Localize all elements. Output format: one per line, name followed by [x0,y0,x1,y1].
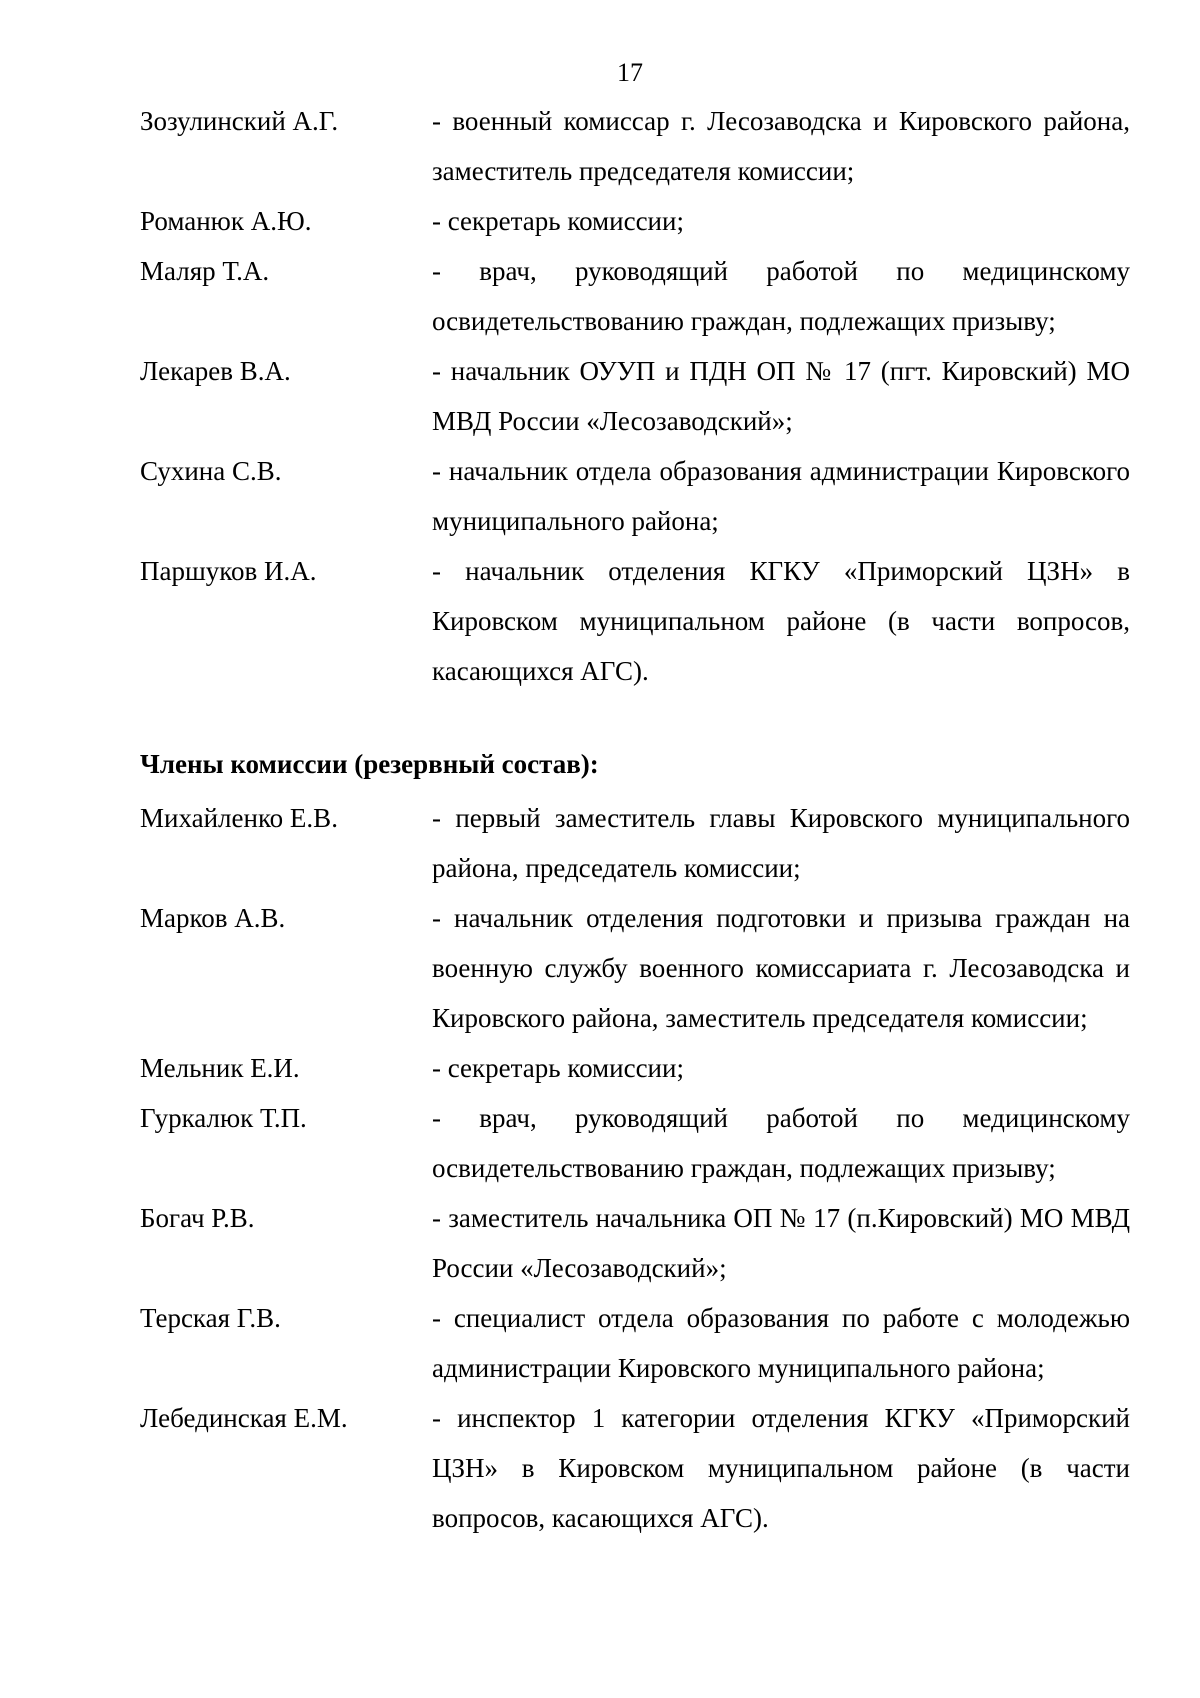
reserve-members-list [140,793,1130,1543]
member-role: - врач, руководящий работой по медицинскому освидетельствованию граждан, подлежащих призыву; [432,1103,1130,1183]
member-name: Терская Г.В. [140,1303,281,1333]
member-role: - начальник ОУУП и ПДН ОП № 17 (пгт. Кировский) МО МВД России «Лесозаводский»; [432,356,1130,436]
member-name: Зозулинский А.Г. [140,106,339,136]
member-row [140,196,1130,246]
member-row [140,96,1130,196]
main-members-list [140,96,1130,696]
member-role: - секретарь комиссии; [432,206,684,236]
member-row [140,1043,1130,1093]
member-role: - врач, руководящий работой по медицинскому освидетельствованию граждан, подлежащих призыву; [432,256,1130,336]
member-name: Лекарев В.А. [140,356,291,386]
member-row [140,793,1130,893]
member-role: - заместитель начальника ОП № 17 (п.Кировский) МО МВД России «Лесозаводский»; [432,1203,1130,1283]
member-role: - начальник отделения КГКУ «Приморский ЦЗН» в Кировском муниципальном районе (в части вопросов, касающихся АГС). [432,556,1130,686]
member-row [140,1393,1130,1543]
member-name: Романюк А.Ю. [140,206,312,236]
member-row [140,1093,1130,1193]
member-role: - первый заместитель главы Кировского муниципального района, председатель комиссии; [432,803,1130,883]
member-name: Паршуков И.А. [140,556,317,586]
member-name: Гуркалюк Т.П. [140,1103,307,1133]
member-name: Сухина С.В. [140,456,282,486]
member-role: - специалист отдела образования по работе с молодежью администрации Кировского муниципального района; [432,1303,1130,1383]
member-name: Лебединская Е.М. [140,1403,348,1433]
member-row [140,1293,1130,1393]
member-row [140,446,1130,546]
member-role: - военный комиссар г. Лесозаводска и Кировского района, заместитель председателя комиссии; [432,106,1130,186]
member-role: - инспектор 1 категории отделения КГКУ «Приморский ЦЗН» в Кировском муниципальном районе (в части вопросов, касающихся АГС). [432,1403,1130,1533]
member-name: Михайленко Е.В. [140,803,338,833]
reserve-heading: Члены комиссии (резервный состав): [140,749,599,779]
member-row [140,546,1130,696]
member-role: - начальник отделения подготовки и призыва граждан на военную службу военного комиссариата г. Лесозаводска и Кировского района, заместитель председателя комиссии; [432,903,1130,1033]
member-role: - начальник отдела образования администрации Кировского муниципального района; [432,456,1130,536]
page-number: 17 [617,58,643,87]
member-name: Богач Р.В. [140,1203,255,1233]
member-row [140,893,1130,1043]
member-name: Маляр Т.А. [140,256,270,286]
member-role: - секретарь комиссии; [432,1053,684,1083]
member-name: Мельник Е.И. [140,1053,300,1083]
member-row [140,1193,1130,1293]
member-row [140,346,1130,446]
member-row [140,246,1130,346]
member-name: Марков А.В. [140,903,286,933]
